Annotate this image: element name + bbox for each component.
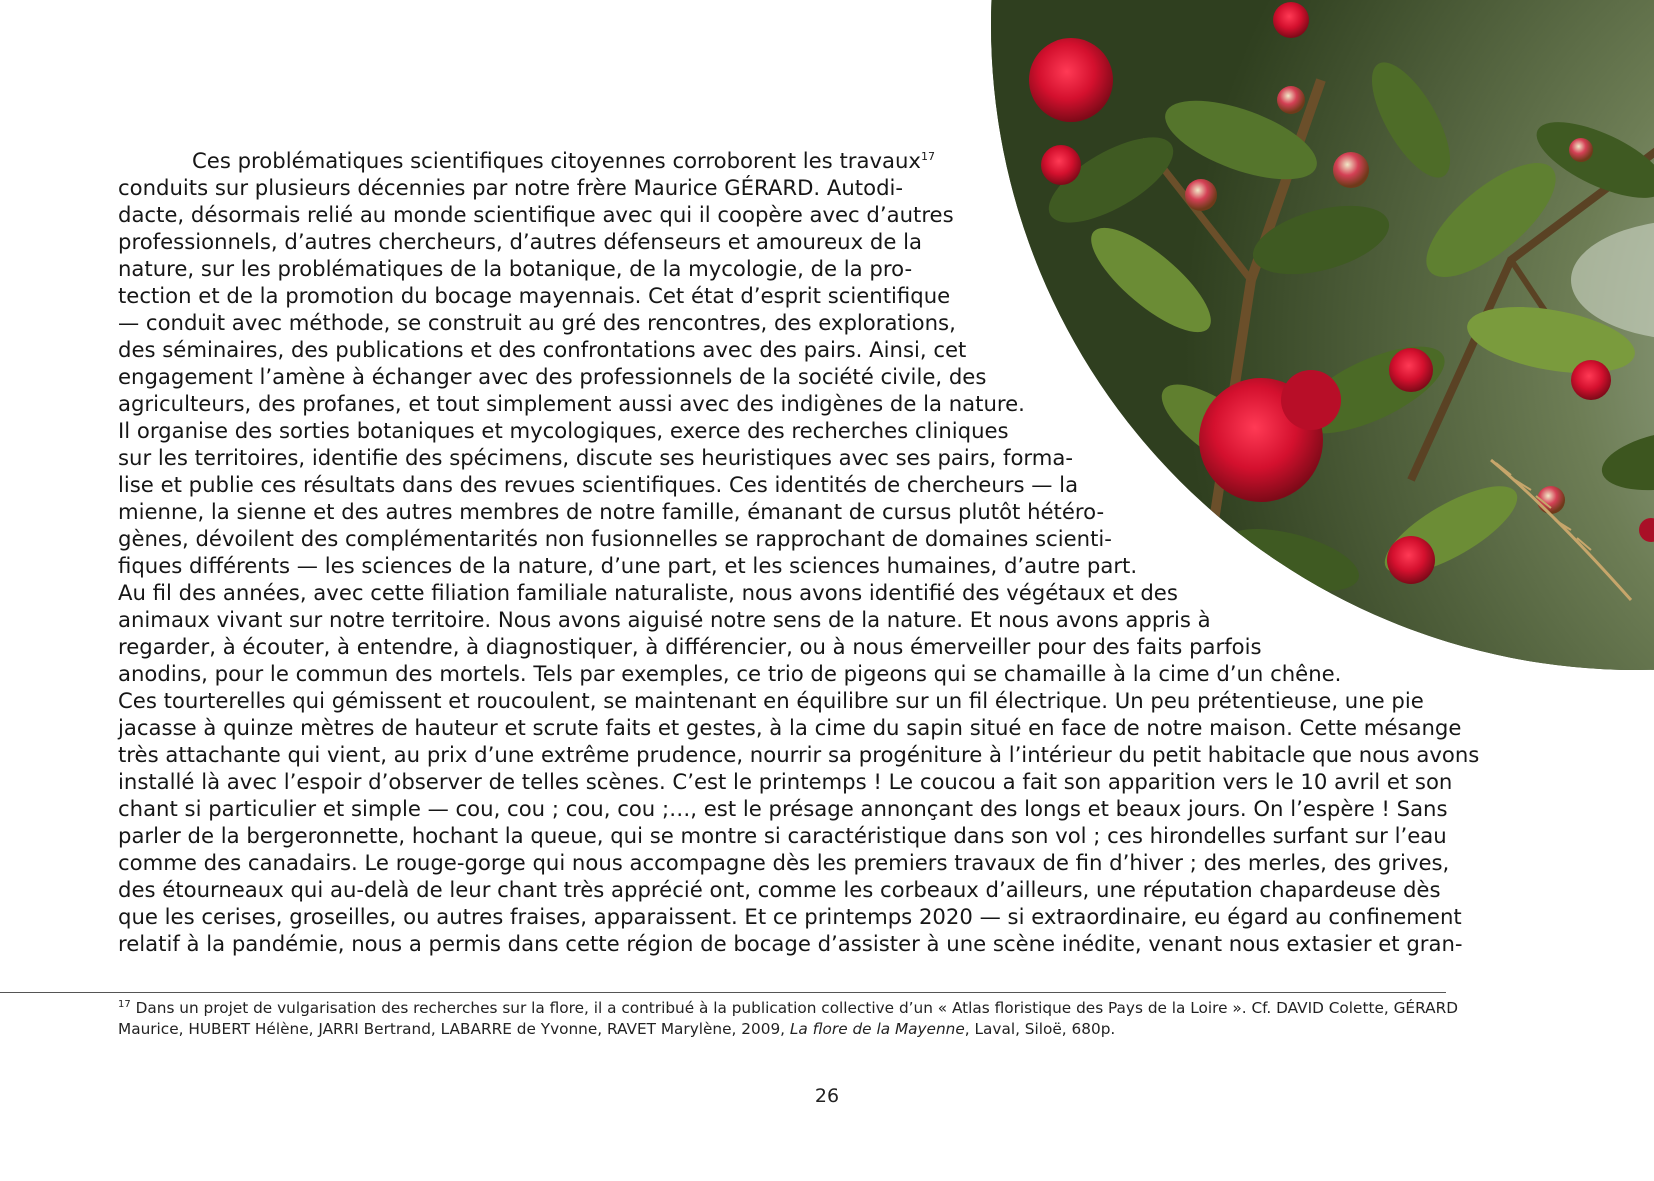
text-line: Ces tourterelles qui gémissent et roucoulent, se maintenant en équilibre sur un fil électrique. Un peu prétentieuse, une pie [118,688,1424,713]
text-line: professionnels, d’autres chercheurs, d’autres défenseurs et amoureux de la [118,229,922,254]
text-line: lise et publie ces résultats dans des revues scientifiques. Ces identités de chercheurs — la [118,472,1079,497]
text-line: des étourneaux qui au-delà de leur chant très apprécié ont, comme les corbeaux d’ailleurs, une réputation chapardeuse dès [118,877,1441,902]
footnote-line: Maurice, HUBERT Hélène, JARRI Bertrand, LABARRE de Yvonne, RAVET Marylène, 2009, La flore de la Mayenne, Laval, Siloë, 680p. [118,1020,1116,1038]
text-line: relatif à la pandémie, nous a permis dans cette région de bocage d’assister à une scène inédite, venant nous extasier et gran- [118,931,1463,956]
text-line: comme des canadairs. Le rouge-gorge qui nous accompagne dès les premiers travaux de fin d’hiver ; des merles, des grives, [118,850,1450,875]
footnote-line: $^{17}$ Dans un projet de vulgarisation des recherches sur la flore, il a contribué à la publication collective d’un « Atlas floristique des Pays de la Loire ». Cf. DAVID Colette, GÉRARD [118,998,1458,1017]
text-line: mienne, la sienne et des autres membres de notre famille, émanant de cursus plutôt hétéro- [118,499,1105,524]
text-line: très attachante qui vient, au prix d’une extrême prudence, nourrir sa progéniture à l’intérieur du petit habitacle que nous avons [118,742,1480,767]
text-line: dacte, désormais relié au monde scientifique avec qui il coopère avec d’autres [118,202,954,227]
text-line: conduits sur plusieurs décennies par notre frère Maurice GÉRARD. Autodi- [118,175,904,200]
text-line: animaux vivant sur notre territoire. Nous avons aiguisé notre sens de la nature. Et nous avons appris à [118,607,1211,632]
text-line: Il organise des sorties botaniques et mycologiques, exerce des recherches cliniques [118,418,1009,443]
text-line: engagement l’amène à échanger avec des professionnels de la société civile, des [118,364,987,389]
text-line: fiques différents — les sciences de la nature, d’une part, et les sciences humaines, d’autre part. [118,553,1138,578]
text-line: agriculteurs, des profanes, et tout simplement aussi avec des indigènes de la nature. [118,391,1025,416]
text-line: anodins, pour le commun des mortels. Tels par exemples, ce trio de pigeons qui se chamaille à la cime d’un chêne. [118,661,1342,686]
text-line: parler de la bergeronnette, hochant la queue, qui se montre si caractéristique dans son vol ; ces hirondelles surfant sur l’eau [118,823,1447,848]
footnote-divider [0,992,1446,993]
text-line: jacasse à quinze mètres de hauteur et scrute faits et gestes, à la cime du sapin situé en face de notre maison. Cette mésange [118,715,1462,740]
text-line: Ces problématiques scientifiques citoyennes corroborent les travaux$^{17}$ [192,148,935,173]
text-line: que les cerises, groseilles, ou autres fraises, apparaissent. Et ce printemps 2020 — si extraordinaire, eu égard au confinement [118,904,1462,929]
footnote-number: 17 [118,998,131,1010]
text-line: des séminaires, des publications et des confrontations avec des pairs. Ainsi, cet [118,337,967,362]
footnote-ref[interactable]: 17 [920,149,935,163]
text-line: nature, sur les problématiques de la botanique, de la mycologie, de la pro- [118,256,913,281]
text-line: Au fil des années, avec cette filiation familiale naturaliste, nous avons identifié des végétaux et des [118,580,1178,605]
text-line: tection et de la promotion du bocage mayennais. Cet état d’esprit scientifique [118,283,951,308]
text-line: sur les territoires, identifie des spécimens, discute ses heuristiques avec ses pairs, forma- [118,445,1074,470]
text-line: regarder, à écouter, à entendre, à diagnostiquer, à différencier, ou à nous émerveiller pour des faits parfois [118,634,1262,659]
text-line: chant si particulier et simple — cou, cou ; cou, cou ;…, est le présage annonçant des longs et beaux jours. On l’espère ! Sans [118,796,1448,821]
text-line: gènes, dévoilent des complémentarités non fusionnelles se rapprochant de domaines scienti- [118,526,1112,551]
text-line: — conduit avec méthode, se construit au gré des rencontres, des explorations, [118,310,956,335]
page-number: 26 [814,1085,840,1107]
book-title: La flore de la Mayenne [789,1020,965,1038]
text-line: installé là avec l’espoir d’observer de telles scènes. C’est le printemps ! Le coucou a fait son apparition vers le 10 avril et son [118,769,1453,794]
